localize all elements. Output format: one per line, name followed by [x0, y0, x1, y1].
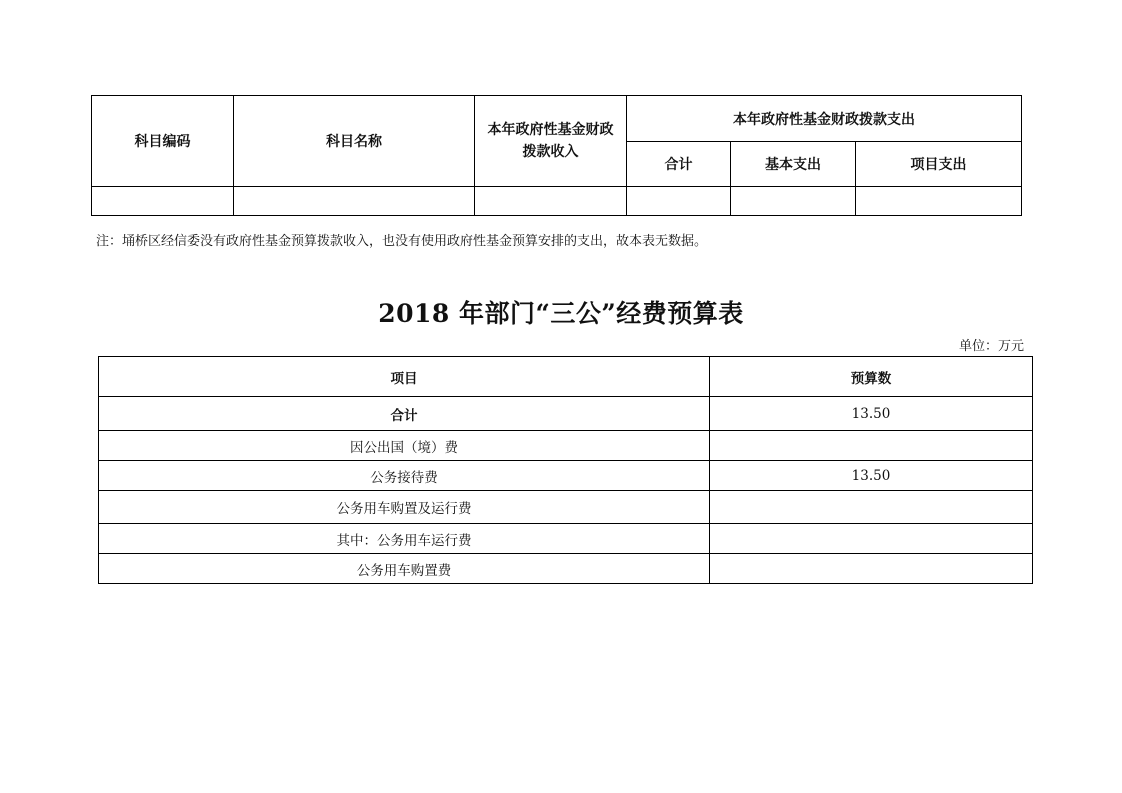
row-value: 13.50: [710, 397, 1033, 431]
header-fund-income-line1: 本年政府性基金财政: [487, 122, 614, 138]
header-budget-amount: 预算数: [710, 357, 1033, 397]
three-public-budget-table: [98, 356, 1033, 584]
unit-label: 单位：万元: [958, 339, 1024, 354]
row-label: 公务用车购置费: [99, 554, 710, 584]
header-fund-expense: 本年政府性基金财政拨款支出: [627, 96, 1022, 142]
table-cell: [627, 187, 731, 216]
government-fund-table: [91, 95, 1022, 216]
header-fund-income: [475, 96, 627, 187]
table-note: 注：埇桥区经信委没有政府性基金预算拨款收入，也没有使用政府性基金预算安排的支出，故本表无数据。: [96, 234, 708, 249]
row-value: 13.50: [710, 461, 1033, 491]
row-label: 因公出国（境）费: [99, 431, 710, 461]
table-cell: [856, 187, 1022, 216]
table-cell: [234, 187, 475, 216]
table-row: [99, 491, 1033, 524]
header-subject-code: 科目编码: [92, 96, 234, 187]
row-value: [710, 554, 1033, 584]
table-row: [99, 524, 1033, 554]
table-row: [99, 461, 1033, 491]
table-cell: [92, 187, 234, 216]
table-cell: [475, 187, 627, 216]
page-title: 2018 年部门“三公”经费预算表: [378, 299, 744, 328]
header-project-expense: 项目支出: [856, 142, 1022, 187]
table-row: [99, 431, 1033, 461]
header-subject-name: 科目名称: [234, 96, 475, 187]
row-label: 公务接待费: [99, 461, 710, 491]
table-row: [99, 397, 1033, 431]
row-value: [710, 491, 1033, 524]
row-label: 公务用车购置及运行费: [99, 491, 710, 524]
row-label: 合计: [99, 397, 710, 431]
header-basic-expense: 基本支出: [731, 142, 856, 187]
empty-data-row: [92, 187, 1022, 216]
header-fund-income-line2: 拨款收入: [522, 144, 579, 160]
row-label: 其中：公务用车运行费: [99, 524, 710, 554]
row-value: [710, 431, 1033, 461]
row-value: [710, 524, 1033, 554]
header-item: 项目: [99, 357, 710, 397]
table-row: [99, 554, 1033, 584]
header-total: 合计: [627, 142, 731, 187]
table-cell: [731, 187, 856, 216]
